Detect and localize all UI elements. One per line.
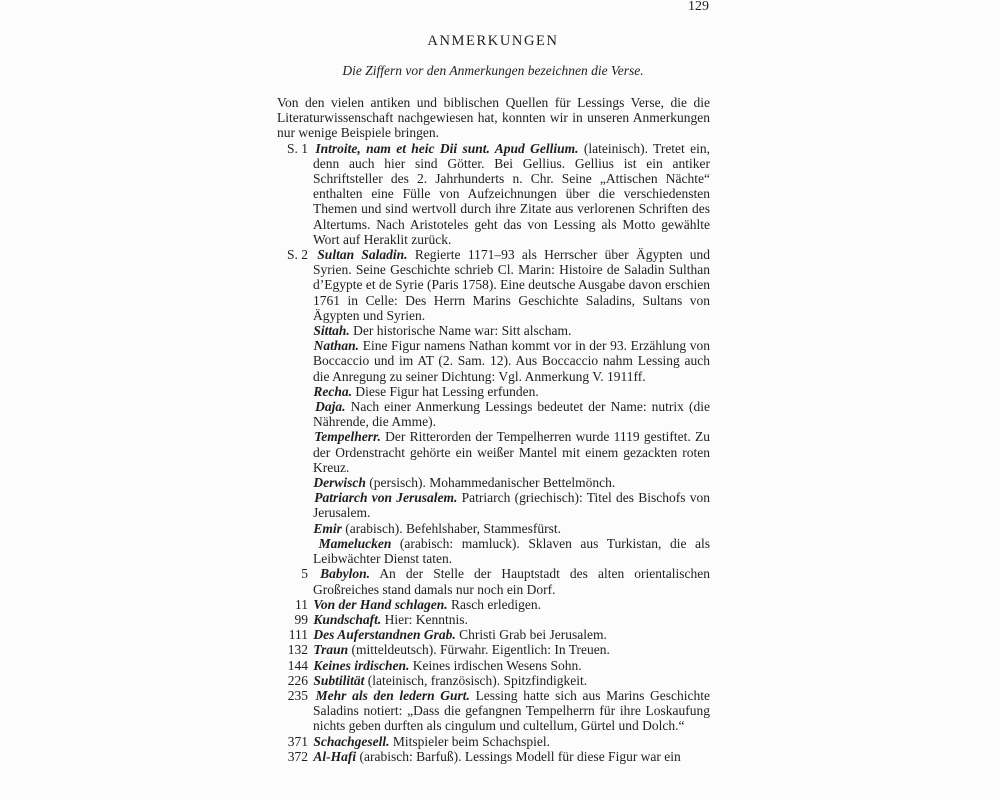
- entry-text: (arabisch: Barfuß). Lessings Modell für diese Figur war ein: [359, 748, 681, 764]
- annotation-entry: [277, 141, 710, 247]
- annotation-entry: [277, 521, 710, 536]
- annotations-body: [277, 95, 710, 764]
- annotation-entry: [277, 688, 710, 734]
- annotation-entry: [277, 475, 710, 490]
- entry-lemma: Introite, nam et heic Dii sunt. Apud Gellium.: [315, 140, 579, 156]
- entry-lemma: Babylon.: [320, 566, 370, 582]
- annotation-entry: [277, 536, 710, 566]
- entry-text: Patriarch (griechisch): Titel des Bischofs von Jerusalem.: [313, 490, 711, 521]
- entry-lemma: Tempelherr.: [314, 429, 381, 445]
- entry-text: Der historische Name war: Sitt alscham.: [353, 323, 572, 339]
- entry-text: Rasch erledigen.: [451, 596, 541, 612]
- entry-lemma: Sultan Saladin.: [317, 247, 408, 263]
- entry-text: Der Ritterorden der Tempelherren wurde 1119 gestiftet. Zu der Ordenstracht gehörte ein weißer Mantel mit einem gezackten roten Kreuz.: [313, 429, 711, 475]
- entry-text: Lessing hatte sich aus Marins Geschichte Saladins notiert: „Dass die gefangnen Tempelherrn für ihre Loskaufung nichts geben durften als cingulum und cultellum, Gürtel und Dolch.“: [313, 687, 710, 734]
- annotation-entry: [277, 566, 710, 596]
- entry-lemma: Al-Hafi: [313, 748, 357, 764]
- annotation-entry: [277, 247, 710, 323]
- entry-text: (persisch). Mohammedanischer Bettelmönch.: [369, 475, 616, 491]
- entry-lemma: Mehr als den ledern Gurt.: [315, 687, 470, 703]
- page-number: 129: [688, 0, 709, 14]
- intro-paragraph: Von den vielen antiken und biblischen Quellen für Lessings Verse, die die Literaturwissenschaft nachgewiesen hat, konnten wir in unseren Anmerkungen nur wenige Beispiele bringen.: [277, 95, 710, 141]
- annotation-entry: [277, 323, 710, 338]
- entry-verse-ref: 5: [301, 566, 308, 582]
- annotation-entry: [277, 673, 710, 688]
- entry-verse-ref: 99: [294, 611, 308, 627]
- annotation-entry: [277, 429, 710, 475]
- entry-text: (arabisch). Befehlshaber, Stammesfürst.: [345, 520, 562, 536]
- annotation-entry: [277, 597, 710, 612]
- entry-text: Keines irdischen Wesens Sohn.: [412, 657, 582, 673]
- annotation-entry: [277, 399, 710, 429]
- annotation-entry: [277, 658, 710, 673]
- entry-lemma: Von der Hand schlagen.: [313, 596, 448, 612]
- annotation-entry: [277, 490, 710, 520]
- page-subtitle: Die Ziffern vor den Anmerkungen bezeichnen die Verse.: [342, 63, 644, 78]
- entry-lemma: Nathan.: [313, 338, 360, 354]
- entry-text: (arabisch: mamluck). Sklaven aus Turkistan, die als Leibwächter Dienst taten.: [313, 535, 711, 567]
- annotation-entry: [277, 734, 710, 749]
- annotation-entry: [277, 338, 710, 384]
- entries-list: [277, 141, 710, 764]
- entry-verse-ref: 372: [287, 748, 308, 764]
- annotation-entry: [277, 749, 710, 764]
- entry-text: (mitteldeutsch). Fürwahr. Eigentlich: In Treuen.: [351, 642, 610, 658]
- entry-lemma: Patriarch von Jerusalem.: [314, 490, 458, 506]
- entry-lemma: Sittah.: [313, 323, 350, 339]
- annotation-entry: [277, 384, 710, 399]
- entry-text: An der Stelle der Hauptstadt des alten orientalischen Großreiches stand damals nur noch ein Dorf.: [313, 566, 710, 597]
- entry-verse-ref: 371: [287, 733, 308, 749]
- entry-lemma: Emir: [313, 520, 342, 536]
- entry-lemma: Mamelucken: [318, 535, 392, 551]
- page-title: ANMERKUNGEN: [427, 33, 559, 49]
- entry-verse-ref: 111: [288, 627, 308, 643]
- entry-text: Christi Grab bei Jerusalem.: [459, 627, 607, 643]
- entry-lemma: Subtilität: [313, 672, 365, 688]
- entry-text: Hier: Kenntnis.: [384, 611, 468, 627]
- annotation-entry: [277, 642, 710, 657]
- entry-verse-ref: 235: [287, 687, 308, 703]
- entry-lemma: Schachgesell.: [313, 733, 390, 749]
- entry-verse-ref: 11: [295, 596, 308, 612]
- annotation-entry: [277, 612, 710, 627]
- entry-text: Mitspieler beim Schachspiel.: [392, 733, 550, 749]
- entry-text: Nach einer Anmerkung Lessings bedeutet der Name: nutrix (die Nährende, die Amme).: [313, 399, 711, 430]
- entry-text: (lateinisch, französisch). Spitzfindigkeit.: [367, 672, 588, 688]
- entry-verse-ref: S. 1: [286, 140, 308, 156]
- entry-text: (lateinisch). Tretet ein, denn auch hier sind Götter. Bei Gellius. Gellius ist ein antiker Schriftsteller des 2. Jahrhunderts n. Chr. Seine „Attischen Nächte“ enthalten eine Fülle von Aufzeichnungen über die verschiedensten Themen und sind wertvoll durch ihre Zitate aus verlorenen Schriften des Altertums. Nach Aristoteles geht das von Lessing als Motto gewählte Wort auf Heraklit zurück.: [313, 140, 711, 247]
- entry-verse-ref: 144: [287, 657, 308, 673]
- entry-lemma: Traun: [313, 642, 349, 658]
- entry-verse-ref: S. 2: [286, 247, 308, 263]
- entry-lemma: Derwisch: [313, 475, 366, 491]
- entry-lemma: Keines irdischen.: [313, 657, 410, 673]
- entry-lemma: Des Auferstandnen Grab.: [313, 627, 456, 643]
- annotation-entry: [277, 627, 710, 642]
- entry-verse-ref: 132: [287, 642, 308, 658]
- entry-text: Regierte 1171–93 als Herrscher über Ägypten und Syrien. Seine Geschichte schrieb Cl. Marin: Histoire de Saladin Sulthan d’Egypte et de Syrie (Paris 1758). Eine deutsche Ausgabe davon erschien 1761 in Celle: Des Herrn Marins Geschichte Saladins, Sultans von Ägypten und Syrien.: [313, 247, 711, 323]
- entry-lemma: Recha.: [313, 383, 352, 399]
- entry-text: Eine Figur namens Nathan kommt vor in der 93. Erzählung von Boccaccio und im AT (2. Sam. 12). Aus Boccaccio nahm Lessing auch die Anregung zu seiner Dichtung: Vgl. Anmerkung V. 1911ff.: [313, 338, 711, 384]
- entry-verse-ref: 226: [287, 672, 308, 688]
- entry-lemma: Daja.: [315, 399, 346, 415]
- entry-text: Diese Figur hat Lessing erfunden.: [355, 383, 539, 399]
- entry-lemma: Kundschaft.: [313, 611, 382, 627]
